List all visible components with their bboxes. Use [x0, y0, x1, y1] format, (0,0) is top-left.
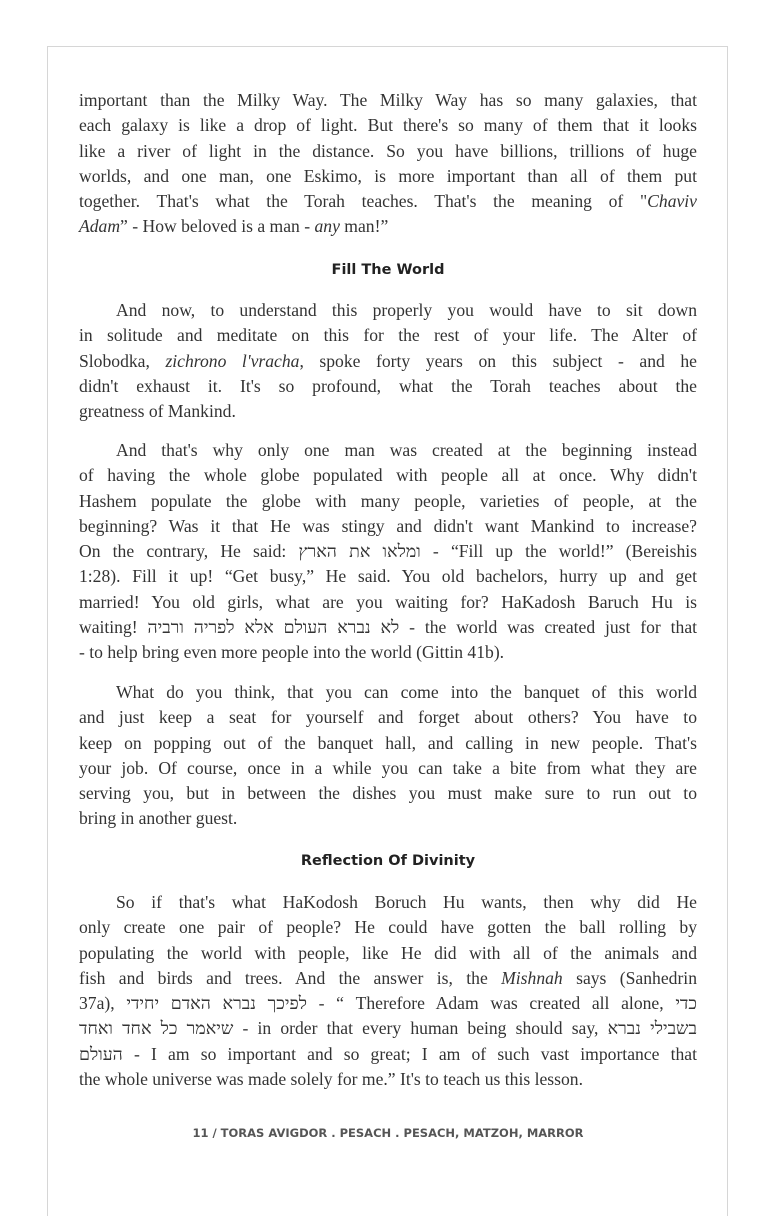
- text-segment: worlds, and one man, one Eskimo, is more important than all of them put: [79, 165, 697, 186]
- text-line: [79, 731, 697, 756]
- text-segment: Hashem populate the globe with many people, varieties of people, at the: [79, 490, 697, 511]
- text-line: [79, 756, 697, 781]
- text-line: [79, 564, 697, 589]
- italic-term: zichrono l'vracha: [165, 350, 300, 371]
- text-segment: of having the whole globe populated with people all at once. Why didn't: [79, 465, 697, 486]
- paragraph: [79, 438, 697, 666]
- text-line: [79, 189, 697, 214]
- text-segment: serving you, but in between the dishes you must make sure to run out to: [79, 783, 697, 804]
- text-line: [79, 489, 697, 514]
- text-segment: fish and birds and trees. And the answer is, the: [79, 967, 502, 988]
- page-footer: 11 / TORAS AVIGDOR . PESACH . PESACH, MATZOH, MARROR: [192, 1126, 584, 1140]
- text-line: [79, 991, 697, 1016]
- paragraph: [79, 88, 697, 240]
- text-line: [79, 514, 697, 539]
- text-line: [79, 705, 697, 730]
- text-segment: And that's why only one man was created at the beginning instead: [116, 440, 697, 460]
- text-segment: and just keep a seat for yourself and forget about others? You have to: [79, 707, 697, 728]
- text-segment: What do you think, that you can come into the banquet of this world: [116, 682, 697, 702]
- text-segment: in solitude and meditate on this for the rest of your life. The Alter of: [79, 325, 697, 346]
- text-segment: So if that's what HaKodosh Boruch Hu wants, then why did He: [116, 892, 697, 912]
- text-line: [79, 349, 697, 374]
- text-line: [79, 890, 697, 915]
- text-line: [79, 438, 697, 463]
- section-heading: Reflection Of Divinity: [300, 853, 476, 869]
- text-segment: ” - How beloved is a man -: [120, 216, 315, 237]
- text-line: [79, 1016, 697, 1041]
- text-line: [79, 640, 697, 665]
- text-segment: greatness of Mankind.: [79, 401, 236, 422]
- text-segment: - to help bring even more people into the world (Gittin 41b).: [79, 642, 505, 663]
- text-segment: the whole universe was made solely for me.” It's to teach us this lesson.: [79, 1069, 583, 1090]
- text-segment: your job. Of course, once in a while you can take a bite from what they are: [79, 757, 697, 778]
- text-segment: And now, to understand this properly you would have to sit down: [116, 300, 697, 320]
- text-line: [79, 113, 697, 138]
- text-segment: married! You old girls, what are you waiting for? HaKadosh Baruch Hu is: [79, 591, 697, 612]
- text-line: [79, 915, 697, 940]
- text-line: [79, 139, 697, 164]
- text-line: [79, 781, 697, 806]
- text-segment: beginning? Was it that He was stingy and didn't want Mankind to increase?: [79, 515, 697, 536]
- text-line: [79, 615, 697, 640]
- text-line: [79, 1042, 697, 1067]
- text-segment: On the contrary, He said: ומלאו את הארץ - “Fill up the world!” (Bereishis: [79, 541, 697, 562]
- text-segment: שיאמר כל אחד ואחד - in order that every human being should say, בשבילי נברא: [79, 1018, 697, 1039]
- text-segment: man!”: [339, 216, 389, 237]
- text-line: [79, 298, 697, 323]
- text-line: [79, 399, 697, 424]
- italic-term: Adam: [79, 216, 121, 237]
- section-heading: Fill The World: [331, 262, 445, 278]
- text-line: [79, 806, 697, 831]
- text-line: [79, 323, 697, 348]
- text-segment: 37a), לפיכך נברא האדם יחידי - “ Therefore Adam was created all alone, כדי: [79, 993, 697, 1014]
- text-line: [79, 1067, 697, 1092]
- italic-term: any: [314, 216, 340, 237]
- text-line: [79, 374, 697, 399]
- text-segment: העולם - I am so important and so great; I am of such vast importance that: [79, 1043, 697, 1064]
- paragraph: [79, 680, 697, 832]
- text-segment: like a river of light in the distance. So you have billions, trillions of huge: [79, 140, 697, 161]
- text-line: [79, 88, 697, 113]
- text-line: [79, 966, 697, 991]
- text-line: [79, 941, 697, 966]
- text-segment: , spoke forty years on this subject - and he: [299, 350, 697, 371]
- text-segment: populating the world with people, like He did with all of the animals and: [79, 942, 697, 963]
- text-segment: only create one pair of people? He could have gotten the ball rolling by: [79, 917, 697, 938]
- text-line: [79, 214, 697, 239]
- text-line: [79, 539, 697, 564]
- text-segment: waiting! לא נברא העולם אלא לפריה ורביה - the world was created just for that: [79, 617, 698, 638]
- text-line: [79, 590, 697, 615]
- paragraph: [79, 298, 697, 424]
- text-segment: each galaxy is like a drop of light. But there's so many of them that it looks: [79, 115, 697, 136]
- text-segment: 1:28). Fill it up! “Get busy,” He said. You old bachelors, hurry up and get: [79, 566, 697, 587]
- text-segment: keep on popping out of the banquet hall, and calling in new people. That's: [79, 732, 697, 753]
- italic-term: Mishnah: [501, 967, 563, 988]
- text-segment: says (Sanhedrin: [562, 967, 697, 988]
- text-line: [79, 463, 697, 488]
- text-segment: important than the Milky Way. The Milky Way has so many galaxies, that: [79, 90, 697, 110]
- text-segment: didn't exhaust it. It's so profound, what the Torah teaches about the: [79, 375, 697, 396]
- italic-term: Chaviv: [647, 191, 697, 212]
- text-line: [79, 680, 697, 705]
- text-segment: bring in another guest.: [79, 808, 238, 829]
- text-line: [79, 164, 697, 189]
- text-segment: together. That's what the Torah teaches. That's the meaning of ": [79, 191, 648, 212]
- paragraph: [79, 890, 697, 1092]
- text-segment: Slobodka,: [79, 350, 166, 371]
